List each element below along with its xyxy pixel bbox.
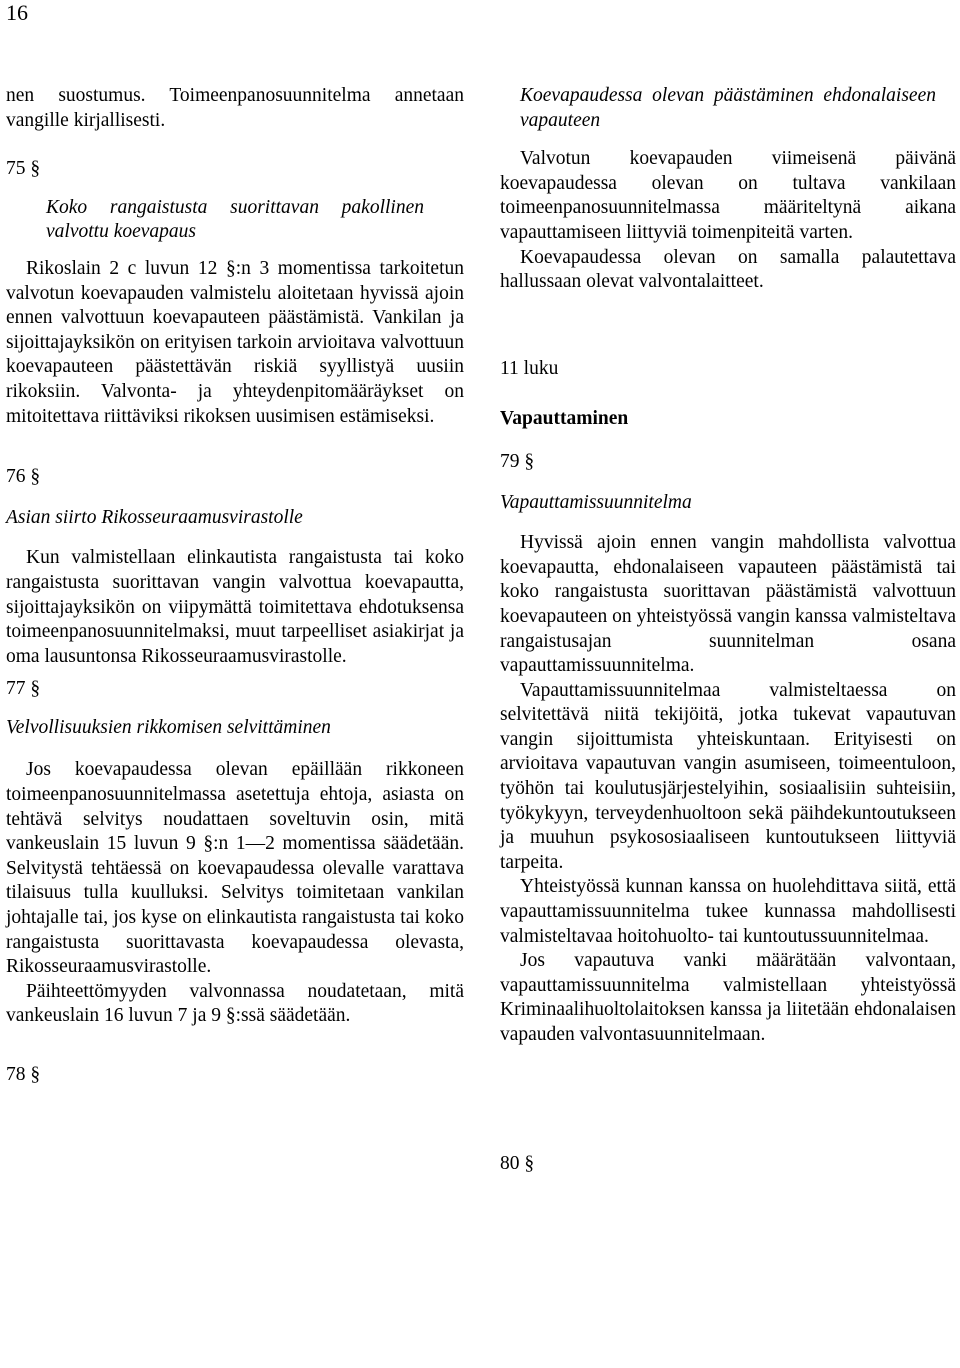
section-79-paragraph-1: Hyvissä ajoin ennen vangin mahdollista valvottua koevapautta, ehdonalaiseen vapauteen päästämistä tai koko rangaistusta suorittavan päästämistä valvottuun koevapauteen on yhteistyössä vangin kanssa valmisteltava rangaistusajan suunnitelman osana vapauttamissuunnitelma.	[500, 532, 956, 677]
heading-conditional-release: Koevapaudessa olevan päästäminen ehdonalaiseen vapauteen	[520, 85, 936, 131]
page-number: 16	[6, 0, 28, 25]
left-column	[6, 84, 464, 1088]
section-79-title: Vapauttamissuunnitelma	[500, 491, 692, 513]
section-79-paragraph-4: Jos vapautuva vanki määrätään valvontaan, vapauttamissuunnitelma valmistellaan yhteistyössä Kriminaalihuoltolaitoksen kanssa ja liitetään ehdonalaisen vapauden valvontasuunnitelmaan.	[500, 950, 956, 1045]
section-77-paragraph-1: Jos koevapaudessa olevan epäillään rikkoneen toimeenpanosuunnitelmassa asetettuja ehtoja, asiasta on tehtävä selvitys noudattaen soveltuvin osin, mitä vankeuslain 15 luvun 9 §:n 1—2 momentissa säädetään. Selvitystä tehtäessä on koevapaudessa olevalle varattava tilaisuus tulla kuulluksi. Selvitys toimitetaan vankilan johtajalle tai, jos kyse on elinkautista rangaistusta tai koko rangaistusta suorittavasta koevapaudessa olevasta, Rikosseuraamusvirastolle.	[6, 759, 464, 978]
chapter-title: Vapauttaminen	[500, 408, 629, 430]
section-79-number: 79 §	[500, 450, 535, 472]
section-75-paragraph: Rikoslain 2 c luvun 12 §:n 3 momentissa tarkoitetun valvotun koevapauden valmistelu aloitetaan hyvissä ajoin ennen valvottuun koevapauteen päästämistä. Vankilan ja sijoittajayksikön on erityisen tarkoin arvioitava valvottuun koevapauteen päästettävän riskiä syyllistyä uusiin rikoksiin. Valvonta- ja yhteydenpitomääräykset on mitoitettava riittäviksi rikoksen uusimisen estämiseksi.	[6, 257, 464, 427]
section-80-number: 80 §	[500, 1152, 535, 1174]
right-paragraph-1: Valvotun koevapauden viimeisenä päivänä koevapaudessa olevan on tultava vankilaan toimeenpanosuunnitelmassa määriteltynä aikana vapauttamiseen liittyviä toimenpiteitä varten.	[500, 148, 956, 243]
intro-paragraph: nen suostumus. Toimeenpanosuunnitelma annetaan vangille kirjallisesti.	[6, 85, 464, 131]
section-76-title: Asian siirto Rikosseuraamusvirastolle	[6, 506, 303, 528]
chapter-number: 11 luku	[500, 357, 559, 379]
section-77-number: 77 §	[6, 678, 41, 700]
section-76-paragraph: Kun valmistellaan elinkautista rangaistusta tai koko rangaistusta suorittavan vangin valvottua koevapautta, sijoittajayksikön on viipymättä toimitettava ehdotuksensa toimeenpanosuunnitelmaksi, muut tarpeelliset asiakirjat ja oma lausuntonsa Rikosseuraamusvirastolle.	[6, 547, 464, 667]
section-79-paragraph-3: Yhteistyössä kunnan kanssa on huolehdittava siitä, että vapauttamissuunnitelma tukee kunnassa mahdollisesti valmisteltavaa hoitohuolto- tai kuntoutussuunnitelmaa.	[500, 876, 956, 947]
section-77-paragraph-2: Päihteettömyyden valvonnassa noudatetaan, mitä vankeuslain 16 luvun 7 ja 9 §:ssä säädetään.	[6, 980, 464, 1027]
section-77-title: Velvollisuuksien rikkomisen selvittäminen	[6, 716, 331, 738]
section-75-number: 75 §	[6, 158, 41, 180]
section-76-number: 76 §	[6, 466, 41, 488]
right-column	[500, 84, 956, 1176]
section-75-title: Koko rangaistusta suorittavan pakollinen valvottu koevapaus	[46, 196, 424, 243]
section-79-paragraph-2: Vapauttamissuunnitelmaa valmisteltaessa on selvitettävä niitä tekijöitä, jotka tukevat vapautuvan vangin sijoittumista yhteiskuntaan. Erityisesti on arvioitava vapautuvan vangin asumiseen, toimeentuloon, työhön tai koulutusjärjestelyihin, sosiaalisiin suhteisiin, työkykyyn, terveydenhuoltoon sekä päihdekuntoutukseen ja muuhun psykososiaaliseen kuntoutukseen liittyviä tarpeita.	[500, 679, 956, 873]
section-78-number: 78 §	[6, 1064, 41, 1085]
right-paragraph-2: Koevapaudessa olevan on samalla palautettava hallussaan olevat valvontalaitteet.	[500, 246, 956, 293]
